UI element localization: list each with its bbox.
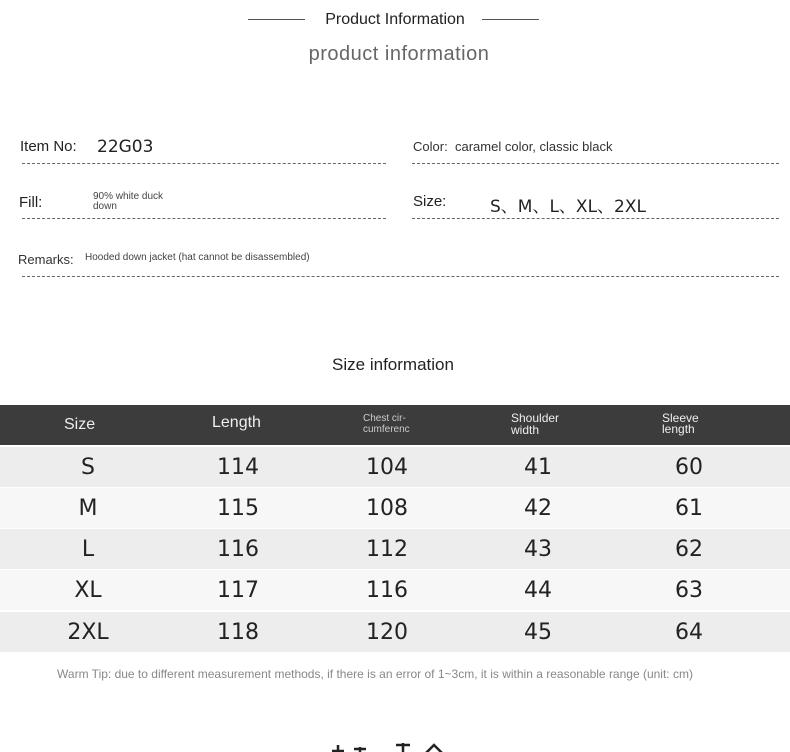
color-value: caramel color, classic black bbox=[455, 139, 613, 154]
cell-size: 2XL bbox=[67, 620, 109, 645]
col-header-length: Length bbox=[212, 414, 261, 431]
fill-value-line1: 90% white duck bbox=[93, 191, 164, 202]
cell-shoulder: 43 bbox=[524, 537, 552, 562]
col-header-shoulder bbox=[511, 412, 559, 436]
cutoff-heading-remnant bbox=[330, 740, 460, 752]
cell-chest: 120 bbox=[366, 620, 408, 645]
size-table-header bbox=[0, 405, 790, 445]
table-row bbox=[0, 529, 790, 569]
remarks-value: Hooded down jacket (hat cannot be disassembled) bbox=[85, 252, 310, 263]
title-rule-right bbox=[482, 19, 539, 20]
col-header-size: Size bbox=[64, 416, 96, 433]
cutoff-heading-strokes bbox=[330, 741, 460, 752]
cell-size: S bbox=[81, 455, 95, 480]
table-row bbox=[0, 447, 790, 487]
cell-sleeve: 60 bbox=[675, 455, 703, 480]
size-value: S、M、L、XL、2XL bbox=[490, 197, 646, 217]
cell-length: 117 bbox=[217, 578, 259, 603]
cell-size: XL bbox=[74, 578, 102, 603]
cell-shoulder: 41 bbox=[524, 455, 552, 480]
page-title: Product Information bbox=[325, 11, 465, 28]
cell-shoulder: 44 bbox=[524, 578, 552, 603]
fill-divider bbox=[22, 218, 386, 219]
cell-chest: 116 bbox=[366, 578, 408, 603]
col-header-sleeve bbox=[662, 413, 699, 435]
col-header-sleeve-line1: Sleeve bbox=[662, 411, 699, 425]
cell-length: 118 bbox=[217, 620, 259, 645]
size-divider bbox=[412, 218, 779, 219]
item-no-divider bbox=[22, 163, 386, 164]
cell-chest: 104 bbox=[366, 455, 408, 480]
page-subtitle: product information bbox=[308, 43, 490, 65]
table-row bbox=[0, 570, 790, 610]
cell-sleeve: 63 bbox=[675, 578, 703, 603]
cell-sleeve: 62 bbox=[675, 537, 703, 562]
cell-sleeve: 64 bbox=[675, 620, 703, 645]
table-row bbox=[0, 612, 790, 652]
remarks-divider bbox=[22, 276, 779, 277]
cell-chest: 112 bbox=[366, 537, 408, 562]
fill-value-line2: down bbox=[93, 201, 117, 212]
cell-shoulder: 45 bbox=[524, 620, 552, 645]
cell-sleeve: 61 bbox=[675, 496, 703, 521]
col-header-chest bbox=[363, 413, 410, 435]
cell-length: 114 bbox=[217, 455, 259, 480]
col-header-shoulder-line2: width bbox=[511, 423, 540, 437]
table-row bbox=[0, 488, 790, 528]
cell-chest: 108 bbox=[366, 496, 408, 521]
cell-length: 116 bbox=[217, 537, 259, 562]
cell-size: L bbox=[81, 537, 95, 562]
item-no-value: 22G03 bbox=[97, 137, 154, 157]
color-label: Color: bbox=[413, 139, 448, 154]
remarks-label: Remarks: bbox=[18, 252, 74, 267]
col-header-chest-line1: Chest cir- bbox=[363, 413, 406, 424]
col-header-sleeve-line2: length bbox=[662, 422, 695, 436]
color-divider bbox=[412, 163, 779, 164]
size-info-title: Size information bbox=[332, 355, 454, 374]
cell-length: 115 bbox=[217, 496, 259, 521]
fill-label: Fill: bbox=[19, 194, 43, 211]
cell-shoulder: 42 bbox=[524, 496, 552, 521]
col-header-chest-line2: cumferenc bbox=[363, 424, 410, 435]
warm-tip: Warm Tip: due to different measurement methods, if there is an error of 1~3cm, it is within a reasonable range (unit: cm) bbox=[57, 667, 693, 681]
cell-size: M bbox=[78, 496, 98, 521]
size-label: Size: bbox=[413, 193, 447, 210]
item-no-label: Item No: bbox=[20, 138, 77, 155]
col-header-shoulder-line1: Shoulder bbox=[511, 411, 560, 425]
